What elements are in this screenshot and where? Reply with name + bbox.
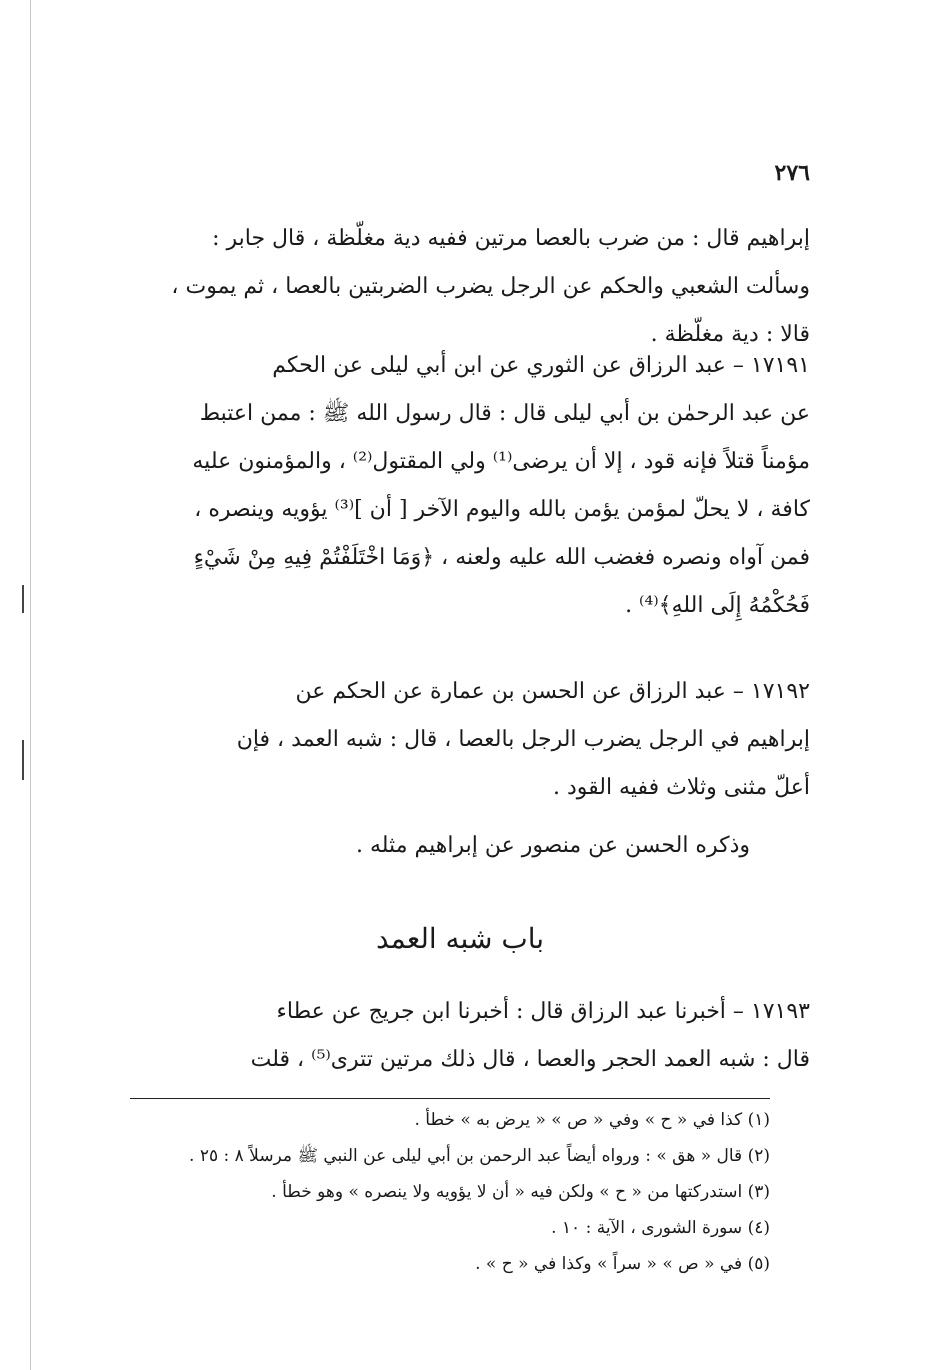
line: وسألت الشعبي والحكم عن الرجل يضرب الضربتين بالعصا ، ثم يموت ،: [171, 274, 810, 299]
edge-mark-2: [22, 740, 24, 780]
line: فَحُكْمُهُ إِلَى اللهِ﴾⁽⁴⁾ .: [625, 593, 810, 618]
paragraph-17193: [110, 988, 810, 1084]
line: قالا : دية مغلّظة .: [650, 322, 810, 347]
line: عن عبد الرحمٰن بن أبي ليلى قال : قال رسول الله ﷺ : ممن اعتبط: [199, 401, 810, 426]
paragraph-17192: [110, 668, 810, 812]
paragraph-continuation: [110, 215, 810, 359]
paragraph-note: [110, 822, 810, 870]
line: إبراهيم في الرجل يضرب الرجل بالعصا ، قال : شبه العمد ، فإن: [236, 727, 810, 752]
chapter-heading: باب شبه العمد: [375, 922, 545, 955]
line: ١٧١٩١ – عبد الرزاق عن الثوري عن ابن أبي ليلى عن الحكم: [272, 353, 810, 378]
footnote-3: (٣) استدركتها من « ح » ولكن فيه « أن لا يؤويه ولا ينصره » وهو خطأ .: [271, 1182, 770, 1202]
line: قال : شبه العمد الحجر والعصا ، قال ذلك مرتين تترى⁽⁵⁾ ، قلت: [250, 1047, 810, 1072]
footnotes: [110, 1102, 770, 1282]
page-binding-edge: [30, 0, 31, 1370]
line: مؤمناً قتلاً فإنه قود ، إلا أن يرضى⁽¹⁾ ولي المقتول⁽²⁾ ، والمؤمنون عليه: [192, 449, 810, 474]
edge-mark-1: [22, 585, 24, 613]
footnote-4: (٤) سورة الشورى ، الآية : ١٠ .: [551, 1218, 770, 1238]
footnote-5: (٥) في « ص » « سراً » وكذا في « ح » .: [475, 1254, 770, 1274]
line: أعلّ مثنى وثلاث ففيه القود .: [552, 775, 810, 800]
footnote-2: (٢) قال « هق » : ورواه أيضاً عبد الرحمن بن أبي ليلى عن النبي ﷺ مرسلاً ٨ : ٢٥ .: [189, 1146, 770, 1166]
paragraph-17191: [110, 342, 810, 630]
line: كافة ، لا يحلّ لمؤمن يؤمن بالله واليوم الآخر [ أن ]⁽³⁾ يؤويه وينصره ،: [194, 497, 810, 522]
line: فمن آواه ونصره فغضب الله عليه ولعنه ، ﴿وَمَا اخْتَلَفْتُمْ فِيهِ مِنْ شَيْءٍ: [193, 545, 810, 570]
line: وذكره الحسن عن منصور عن إبراهيم مثله .: [355, 833, 750, 858]
footnote-rule: [130, 1098, 770, 1099]
page-number: ٢٧٦: [774, 160, 810, 186]
footnote-1: (١) كذا في « ح » وفي « ص » « يرض به » خطأ .: [414, 1110, 770, 1130]
line: إبراهيم قال : من ضرب بالعصا مرتين ففيه دية مغلّظة ، قال جابر :: [212, 226, 810, 251]
line: ١٧١٩٢ – عبد الرزاق عن الحسن بن عمارة عن الحكم عن: [295, 679, 810, 704]
line: ١٧١٩٣ – أخبرنا عبد الرزاق قال : أخبرنا ابن جريج عن عطاء: [276, 999, 810, 1024]
